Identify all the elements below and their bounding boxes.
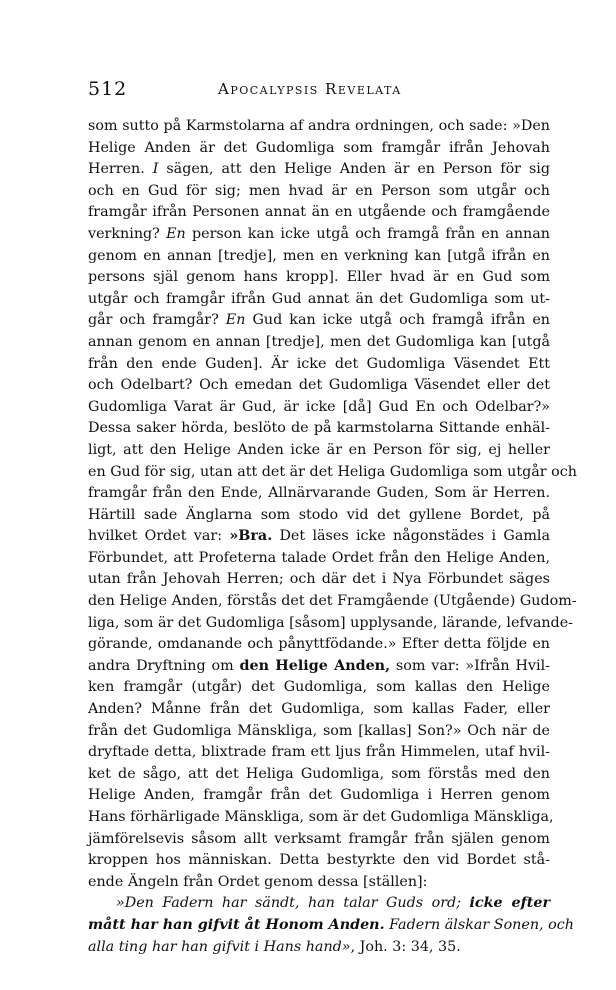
text-line [88,721,550,743]
text-run: Härtill sade Änglarna som stodo vid det gyllene Bordet, på [88,506,550,523]
text-line [88,505,550,527]
text-run: mått har han gifvit åt Honom Anden. [88,916,385,933]
text-run: Anden? Månne från det Gudomliga, som kallas Fader, eller [88,701,550,718]
text-run: sägen, att den Helige Anden är en Person för sig [158,161,551,178]
text-line [88,893,550,915]
text-run: görande, omdanande och pånyttfödande.» Efter detta följde en [88,636,550,653]
text-line [88,548,550,570]
text-run: Dessa saker hörda, beslöto de på karmstolarna Sittande enhäl- [88,420,550,437]
text-run: , Joh. 3: 34, 35. [350,938,461,955]
text-line [88,915,574,937]
text-run: framgår ifrån Personen annat än en utgående och framgående [88,204,550,221]
running-title: Apocalypsis Revelata [218,80,402,98]
text-line [88,850,550,872]
text-run: Hans förhärligade Mänskliga, som är det Gudomliga Mänskliga, [88,809,554,825]
text-run: En [166,225,186,242]
text-run: icke efter [469,895,550,912]
text-run: dryftade detta, blixtrade fram ett ljus från Himmelen, utaf hvil- [88,744,550,761]
text-line [88,202,550,224]
text-run: Helige Anden, framgår från det Gudomliga i Herren genom [88,787,550,804]
text-run: ligt, att den Helige Anden icke är en Person för sig, ej heller [88,441,550,458]
text-run: framgår från den Ende, Allnärvarande Guden, Som är Herren. [88,485,550,502]
text-run: kroppen hos människan. Detta bestyrkte den vid Bordet stå- [88,852,550,869]
text-line [88,872,550,894]
text-run: utan från Jehovah Herren; och där det i Nya Förbundet säges [88,571,550,588]
text-run: genom en annan [tredje], men en verkning kan [utgå ifrån en [88,247,550,264]
text-line [88,440,550,462]
text-line [88,181,550,203]
page-number: 512 [88,78,128,100]
text-run: går och framgår? [88,312,226,329]
text-line [88,613,574,635]
text-run: liga, som är det Gudomliga [såsom] upplysande, lärande, lefvande- [88,614,574,631]
text-line [88,224,550,246]
text-run: Herren. [88,161,153,178]
text-line [88,418,550,440]
text-run: alla ting har han gifvit i Hans hand» [88,938,351,955]
text-run: andra Dryftning om [88,657,240,674]
text-run: den Helige Anden, [239,657,391,674]
text-run: och en Gud för sig; men hvad är en Person som utgår och [88,182,550,199]
text-line [88,462,577,484]
text-run: en Gud för sig, utan att det är det Heliga Gudomliga som utgår och [88,463,577,480]
text-line [88,937,550,959]
text-run: annan genom en annan [tredje], men det Gudomliga kan [utgå [88,333,550,350]
text-run: person kan icke utgå och framgå från en annan [185,225,550,242]
text-run: och Odelbart? Och emedan det Gudomliga Väsendet eller det [88,377,550,394]
text-line [88,332,550,354]
text-run: »Den Fadern har sändt, han talar Guds ord; [116,895,470,912]
text-run: Det läses icke någonstädes i Gamla [272,528,550,545]
text-line [88,526,550,548]
text-run: ket de sågo, att det Heliga Gudomliga, som förstås med den [88,765,550,782]
text-run: ende Ängeln från Ordet genom dessa [ställen]: [88,873,428,890]
text-run: från det Gudomliga Mänskliga, som [kallas] Son?» Och när de [88,722,550,739]
text-run: Gudomliga Varat är Gud, är icke [då] Gud En och Odelbar?» [88,398,550,415]
text-line [88,677,550,699]
text-line [88,246,550,268]
text-line [88,764,550,786]
text-run: som sutto på Karmstolarna af andra ordningen, och sade: »Den [88,118,550,134]
text-run: En [225,312,246,329]
text-line [88,375,550,397]
text-line [88,569,550,591]
text-line [88,807,554,829]
text-run: verkning? [88,225,167,242]
text-run: hvilket Ordet var: [88,528,230,545]
text-line [88,591,577,613]
text-run: från den ende Guden]. Är icke det Gudomliga Väsendet Ett [88,355,550,372]
text-line [88,829,550,851]
text-run: I [152,161,159,178]
text-run: den Helige Anden, förstås det det Framgående (Utgående) Gudom- [88,593,577,610]
text-run: »Bra. [229,528,273,545]
text-run: Fadern älskar Sonen, och [384,916,574,933]
text-line [88,634,550,656]
text-run: Helige Anden är det Gudomliga som framgår ifrån Jehovah [88,139,550,156]
text-line [88,289,550,311]
page-header [88,78,544,104]
text-line [88,656,550,678]
text-line [88,483,550,505]
text-run: Förbundet, att Profeterna talade Ordet från den Helige Anden, [88,549,550,566]
text-run: persons själ genom hans kropp]. Eller hvad är en Gud som [88,269,550,286]
text-line [88,159,550,181]
text-line [88,310,550,332]
text-run: ken framgår (utgår) det Gudomliga, som kallas den Helige [88,679,550,696]
body-text [88,116,577,958]
text-run: jämförelsevis såsom allt verksamt framgår från själen genom [88,830,550,847]
text-line [88,138,550,160]
text-run: Gud kan icke utgå och framgå ifrån en [245,312,550,329]
text-line [88,267,550,289]
text-line [88,699,550,721]
text-line [88,116,550,138]
text-line [88,354,550,376]
text-line [88,397,550,419]
text-line [88,742,550,764]
text-run: som var: »Ifrån Hvil- [390,657,550,674]
text-run: utgår och framgår ifrån Gud annat än det Gudomliga som ut- [88,290,550,307]
text-line [88,785,550,807]
